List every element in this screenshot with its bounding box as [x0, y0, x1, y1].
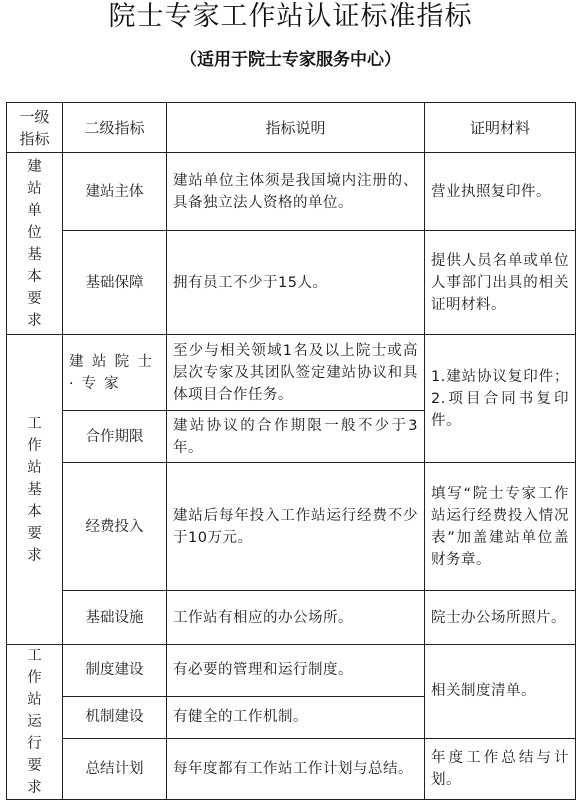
table-row	[7, 738, 576, 799]
level2-cell: 基础保障	[63, 231, 167, 335]
header-desc: 指标说明	[167, 103, 425, 153]
proof-cell: 提供人员名单或单位人事部门出具的相关证明材料。	[425, 231, 576, 335]
level2-cell: 基础设施	[63, 591, 167, 645]
desc-cell: 有健全的工作机制。	[167, 696, 425, 738]
desc-cell: 有必要的管理和运行制度。	[167, 645, 425, 697]
level1-cell: 工作站基本要求	[7, 335, 63, 645]
standards-table	[6, 102, 576, 800]
desc-cell: 拥有员工不少于15人。	[167, 231, 425, 335]
proof-cell: 填写“院士专家工作站运行经费投入情况表”加盖建站单位盖财务章。	[425, 463, 576, 591]
level2-cell: 总结计划	[63, 738, 167, 799]
header-level2: 二级指标	[63, 103, 167, 153]
desc-cell: 至少与相关领域1名及以上院士或高层次专家及其团队签定建站协议和具体项目合作任务。	[167, 335, 425, 411]
header-level1: 一级指标	[7, 103, 63, 153]
table-row	[7, 335, 576, 411]
table-row	[7, 463, 576, 591]
level1-cell: 建站单位基本要求	[7, 153, 63, 335]
header-proof: 证明材料	[425, 103, 576, 153]
table-row	[7, 231, 576, 335]
level1-cell: 工作站运行要求	[7, 645, 63, 800]
proof-cell: 1.建站协议复印件；2.项目合同书复印件。	[425, 335, 576, 463]
desc-cell: 每年度都有工作站工作计划与总结。	[167, 738, 425, 799]
level2-cell: 制度建设	[63, 645, 167, 697]
document-subtitle: （适用于院士专家服务中心）	[180, 50, 401, 70]
proof-cell: 相关制度清单。	[425, 645, 576, 739]
level2-cell: 经费投入	[63, 463, 167, 591]
table-row	[7, 591, 576, 645]
desc-cell: 建站后每年投入工作站运行经费不少于10万元。	[167, 463, 425, 591]
desc-cell: 工作站有相应的办公场所。	[167, 591, 425, 645]
document-title: 院士专家工作站认证标准指标	[108, 1, 473, 32]
table-row	[7, 645, 576, 697]
level2-cell: 建站主体	[63, 153, 167, 231]
level2-cell: 机制建设	[63, 696, 167, 738]
table-row	[7, 153, 576, 231]
table-header-row	[7, 103, 576, 153]
desc-cell: 建站协议的合作期限一般不少于3年。	[167, 411, 425, 463]
desc-cell: 建站单位主体须是我国境内注册的、具备独立法人资格的单位。	[167, 153, 425, 231]
proof-cell: 年度工作总结与计划。	[425, 738, 576, 799]
proof-cell: 院士办公场所照片。	[425, 591, 576, 645]
level2-cell: 合作期限	[63, 411, 167, 463]
proof-cell: 营业执照复印件。	[425, 153, 576, 231]
level2-cell: 建站院士·专家	[63, 335, 167, 411]
